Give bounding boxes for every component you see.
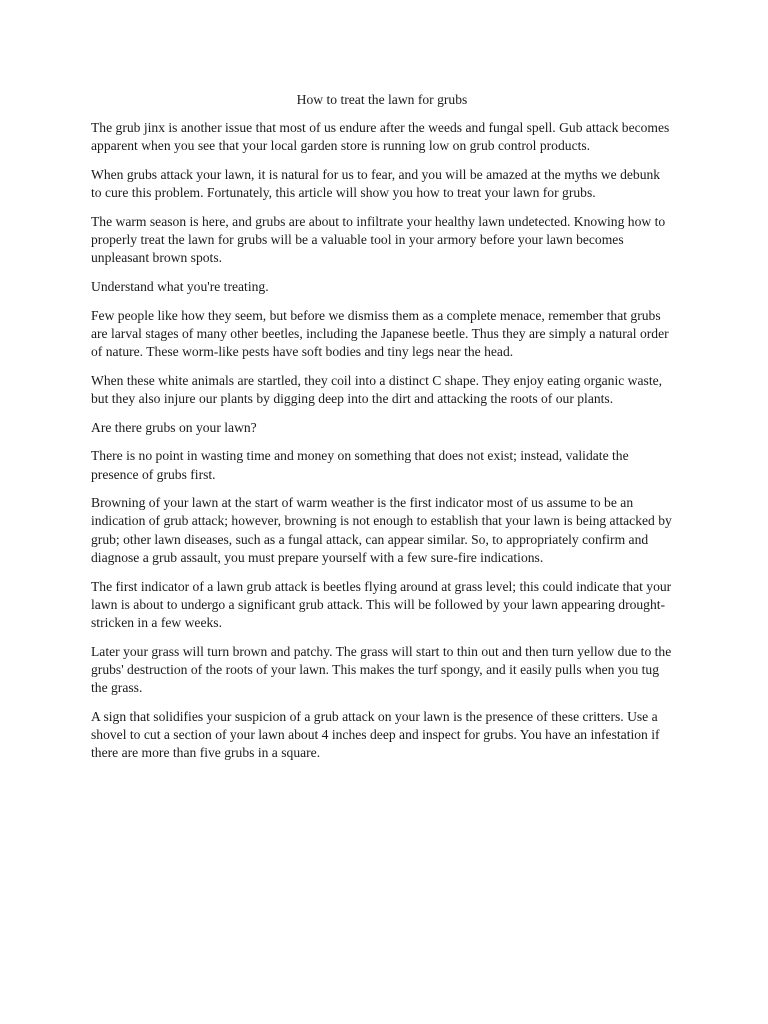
paragraph-inspect: A sign that solidifies your suspicion of a grub attack on your lawn is the presence of these critters. Use a shovel to cut a section of your lawn about 4 inches deep and inspect for grubs. You have an infestation if there are more than five grubs in a square. — [91, 708, 660, 761]
paragraph-patchy-grass: Later your grass will turn brown and patchy. The grass will start to thin out and then turn yellow due to the grubs' destruction of the roots of your lawn. This makes the turf spongy, and it easily pulls when you tug the grass. — [91, 643, 672, 696]
document-page — [91, 91, 673, 773]
section-heading-understand: Understand what you're treating. — [91, 278, 269, 294]
document-title: How to treat the lawn for grubs — [296, 92, 468, 107]
paragraph-c-shape: When these white animals are startled, they coil into a distinct C shape. They enjoy eating organic waste, but they also injure our plants by digging deep into the dirt and attacking the roots of our plants. — [91, 372, 663, 406]
paragraph-warm-season: The warm season is here, and grubs are about to infiltrate your healthy lawn undetected. Knowing how to properly treat the lawn for grubs will be a valuable tool in your armory before your lawn becomes unpleasant brown spots. — [91, 213, 666, 266]
section-heading-grubs-on-lawn: Are there grubs on your lawn? — [91, 419, 257, 435]
paragraph-browning: Browning of your lawn at the start of warm weather is the first indicator most of us assume to be an indication of grub attack; however, browning is not enough to establish that your lawn is being attacked by grub; other lawn diseases, such as a fungal attack, can appear similar. So, to appropriately confirm and diagnose a grub assault, you must prepare yourself with a few sure-fire indications. — [91, 495, 672, 565]
paragraph-myths: When grubs attack your lawn, it is natural for us to fear, and you will be amazed at the myths we debunk to cure this problem. Fortunately, this article will show you how to treat your lawn for grubs. — [91, 166, 661, 201]
paragraph-validate: There is no point in wasting time and money on something that does not exist; instead, validate the presence of grubs first. — [91, 448, 629, 482]
paragraph-beetles: Few people like how they seem, but before we dismiss them as a complete menace, remember that grubs are larval stages of many other beetles, including the Japanese beetle. Thus they are simply a natural order of nature. These worm-like pests have soft bodies and tiny legs near the head. — [91, 307, 669, 360]
paragraph-intro: The grub jinx is another issue that most of us endure after the weeds and fungal spell. Gub attack becomes apparent when you see that your local garden store is running low on grub control products. — [91, 120, 670, 154]
paragraph-first-indicator: The first indicator of a lawn grub attack is beetles flying around at grass level; this could indicate that your lawn is about to undergo a significant grub attack. This will be followed by your lawn appearing drought-stricken in a few weeks. — [91, 578, 672, 630]
